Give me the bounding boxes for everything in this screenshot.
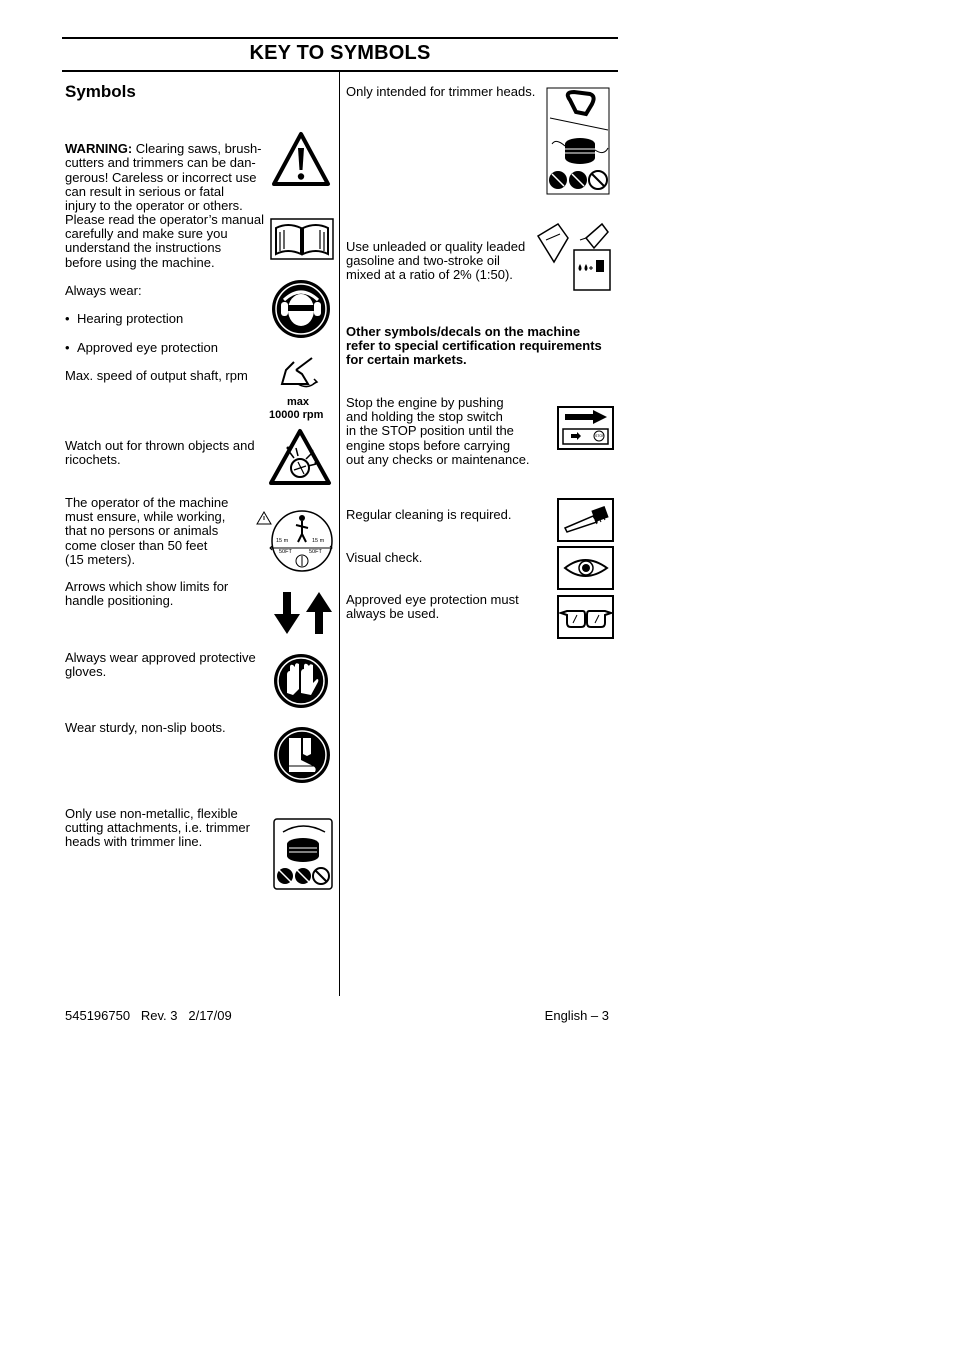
eye-icon xyxy=(557,546,615,590)
book-icon xyxy=(270,218,334,260)
manual-text: Please read the operator’s manual carefully and make sure you understand the instructions before using the machine. xyxy=(65,212,264,270)
gloves-text: Always wear approved protective gloves. xyxy=(65,650,256,680)
trimmer-head-icon xyxy=(546,86,612,196)
title-bottom-rule xyxy=(62,70,618,72)
cleaning-text: Regular cleaning is required. xyxy=(346,507,512,522)
stop-label: STOP xyxy=(595,434,605,438)
section-title: Symbols xyxy=(65,82,136,101)
cleaning-brush-icon xyxy=(557,498,615,542)
title-top-rule xyxy=(62,37,618,39)
fuel-mix-icon xyxy=(536,222,616,292)
always-wear-label: Always wear: xyxy=(65,283,142,298)
fuel-text: Use unleaded or quality leaded gasoline and two-stroke oil mixed at a ratio of 2% (1:50). xyxy=(346,239,526,283)
thrown-objects-text: Watch out for thrown objects and ricochets. xyxy=(65,438,255,468)
stop-switch-icon xyxy=(557,406,615,450)
list-item: • Approved eye protection xyxy=(65,341,275,355)
wear-list xyxy=(65,298,275,369)
distance-m-label: 15 m xyxy=(276,538,289,544)
max-speed-icon xyxy=(278,354,324,394)
distance-m-label-right: 15 m xyxy=(312,538,325,544)
hearing-eye-protection-icon xyxy=(270,278,332,340)
rpm-label: 10000 rpm xyxy=(269,409,324,421)
other-symbols-text: Other symbols/decals on the machine refer to special certification requirements for certain markets. xyxy=(346,324,602,368)
distance-text: The operator of the machine must ensure, while working, that no persons or animals come closer than 50 feet (15 meters). xyxy=(65,495,229,567)
distance-ft-label-right: 50FT xyxy=(309,549,322,555)
document-number: 545196750 Rev. 3 2/17/09 xyxy=(65,1008,232,1023)
thrown-objects-icon xyxy=(268,428,332,486)
gloves-icon xyxy=(273,653,329,709)
non-metallic-text: Only use non-metallic, flexible cutting attachments, i.e. trimmer heads with trimmer line. xyxy=(65,806,250,850)
trimmer-heads-text: Only intended for trimmer heads. xyxy=(346,84,536,99)
stop-engine-text: Stop the engine by pushing and holding the stop switch in the STOP position until the engine stops before carrying out any checks or maintenance. xyxy=(346,395,530,467)
column-divider xyxy=(339,72,340,996)
boots-text: Wear sturdy, non-slip boots. xyxy=(65,720,226,735)
page-number: English – 3 xyxy=(544,1008,609,1023)
distance-ft-label: 50FT xyxy=(279,549,292,555)
warning-triangle-icon xyxy=(270,130,332,188)
max-label: max xyxy=(287,396,310,408)
boots-icon xyxy=(273,726,331,784)
max-speed-text: Max. speed of output shaft, rpm xyxy=(65,368,248,383)
warning-text-block xyxy=(65,128,275,213)
safety-glasses-icon xyxy=(557,595,615,639)
arrows-text: Arrows which show limits for handle positioning. xyxy=(65,579,229,609)
eye-protection-text: Approved eye protection must always be used. xyxy=(346,592,519,622)
trimmer-head-only-icon xyxy=(273,818,333,890)
list-item: • Hearing protection xyxy=(65,312,275,326)
warning-label: WARNING: xyxy=(65,141,133,157)
page-title: KEY TO SYMBOLS xyxy=(249,42,431,64)
handle-limit-arrows-icon xyxy=(272,592,334,634)
warning-text: Clearing saws, brush- cutters and trimmers can be dan- gerous! Careless or incorrect use can result in serious or fatal injury to the operator or others. xyxy=(65,141,262,214)
visual-check-text: Visual check. xyxy=(346,550,423,565)
